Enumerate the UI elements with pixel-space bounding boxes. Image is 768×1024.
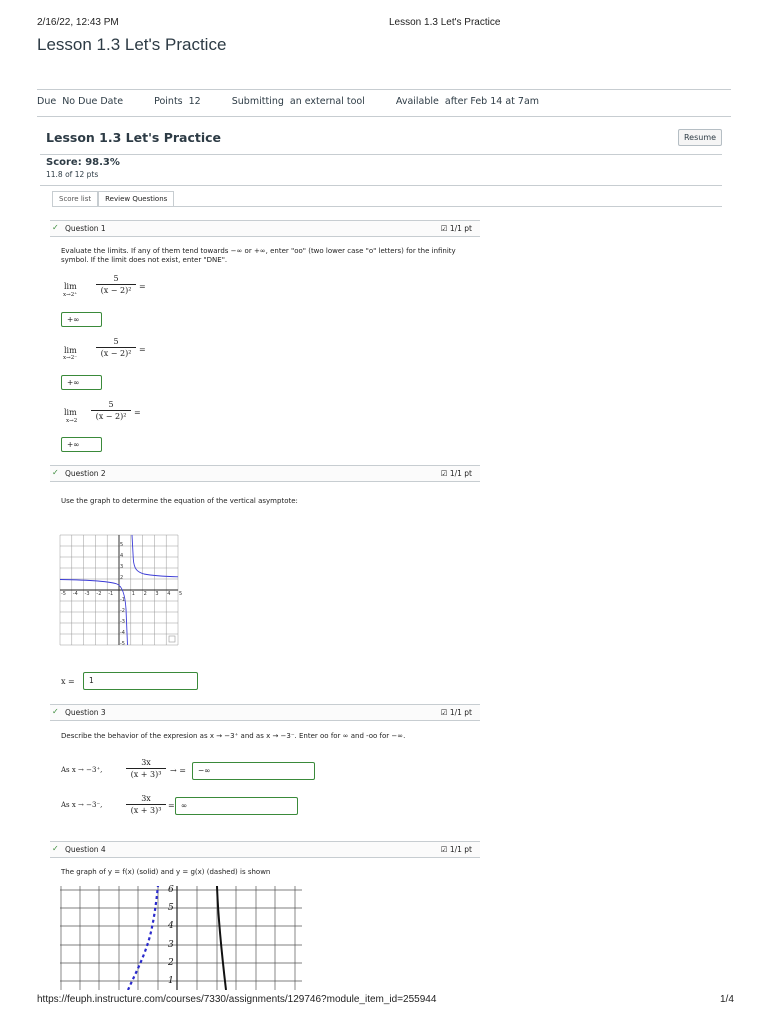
y-tick-label: -1 bbox=[120, 597, 125, 603]
page-title: Lesson 1.3 Let's Practice bbox=[37, 35, 227, 54]
y-tick-label: -5 bbox=[120, 641, 125, 647]
fraction: 5 (x − 2)² bbox=[91, 400, 131, 421]
y-tick-label: 2 bbox=[168, 958, 174, 968]
divider bbox=[37, 89, 731, 90]
tab-score-list[interactable]: Score list bbox=[52, 191, 98, 207]
due-value: No Due Date bbox=[62, 96, 124, 107]
y-tick-label: -3 bbox=[120, 619, 125, 625]
question-2-header bbox=[50, 465, 480, 482]
x-tick-label: -1 bbox=[108, 591, 114, 597]
y-tick-label: 3 bbox=[120, 564, 124, 570]
answer-field[interactable]: ∞ bbox=[175, 797, 298, 815]
checkbox-icon: ☑ bbox=[440, 708, 450, 717]
y-tick-label: 4 bbox=[168, 921, 174, 931]
quiz-title: Lesson 1.3 Let's Practice bbox=[46, 130, 222, 145]
y-tick-label: 2 bbox=[120, 575, 124, 581]
answer-field[interactable]: +∞ bbox=[61, 375, 102, 390]
print-page-number: 1/4 bbox=[720, 994, 734, 1005]
submitting-label: Submitting bbox=[231, 96, 284, 107]
equals-sign: = bbox=[134, 408, 141, 417]
checkbox-icon: ☑ bbox=[440, 224, 450, 233]
question-label: Question 4 bbox=[65, 845, 106, 854]
question-3-header bbox=[50, 704, 480, 721]
x-tick-label: 3 bbox=[155, 591, 159, 597]
x-tick-label: 4 bbox=[167, 591, 171, 597]
print-footer-url: https://feuph.instructure.com/courses/7330/assignments/129746?module_item_id=255944 bbox=[37, 994, 437, 1005]
question-points: ☑ 1/1 pt bbox=[440, 469, 472, 478]
part-prefix: As x → −3⁺, bbox=[61, 766, 103, 774]
divider bbox=[40, 154, 722, 155]
question-points: ☑ 1/1 pt bbox=[440, 224, 472, 233]
resume-button[interactable]: Resume bbox=[678, 129, 722, 146]
fraction: 3x (x + 3)³ bbox=[126, 758, 166, 779]
check-icon: ✓ bbox=[52, 223, 59, 232]
question-label: Question 2 bbox=[65, 469, 106, 478]
lim-symbol: lim bbox=[64, 282, 77, 291]
x-tick-label: -2 bbox=[96, 591, 102, 597]
x-tick-label: -3 bbox=[84, 591, 90, 597]
assignment-details bbox=[37, 96, 545, 107]
check-icon: ✓ bbox=[52, 844, 59, 853]
lim-subscript: x→2⁻ bbox=[63, 355, 78, 361]
lim-symbol: lim bbox=[64, 346, 77, 355]
lim-subscript: x→2 bbox=[66, 418, 78, 424]
print-datetime: 2/16/22, 12:43 PM bbox=[37, 17, 119, 28]
vertical-asymptote-answer-field[interactable]: 1 bbox=[83, 672, 198, 690]
y-tick-label: 5 bbox=[168, 903, 174, 913]
lim-symbol: lim bbox=[64, 408, 77, 417]
x-tick-label: -5 bbox=[61, 591, 66, 597]
divider bbox=[52, 206, 722, 207]
check-icon: ✓ bbox=[52, 707, 59, 716]
available-value: after Feb 14 at 7am bbox=[444, 96, 540, 107]
print-doc-title: Lesson 1.3 Let's Practice bbox=[389, 17, 501, 28]
fraction: 3x (x + 3)³ bbox=[126, 794, 166, 815]
y-tick-label: 1 bbox=[168, 976, 174, 986]
equals-sign: = bbox=[139, 282, 146, 291]
question-label: Question 3 bbox=[65, 708, 106, 717]
submitting-value: an external tool bbox=[289, 96, 365, 107]
divider bbox=[40, 185, 722, 186]
answer-field[interactable]: +∞ bbox=[61, 312, 102, 327]
tab-bar bbox=[52, 191, 174, 207]
y-tick-label: -4 bbox=[120, 630, 125, 636]
question-points: ☑ 1/1 pt bbox=[440, 845, 472, 854]
fraction: 5 (x − 2)² bbox=[96, 274, 136, 295]
answer-prefix: x = bbox=[61, 677, 75, 686]
due-label: Due bbox=[37, 96, 57, 107]
y-tick-label: 5 bbox=[120, 542, 124, 548]
question-3-text: Describe the behavior of the expresion as x → −3⁺ and as x → −3⁻. Enter oo for ∞ and -oo for −∞. bbox=[61, 732, 406, 740]
question-points: ☑ 1/1 pt bbox=[440, 708, 472, 717]
y-tick-label: 4 bbox=[120, 553, 124, 559]
points-label: Points bbox=[154, 96, 183, 107]
x-tick-label: 5 bbox=[179, 591, 183, 597]
question-1-text: Evaluate the limits. If any of them tend towards −∞ or +∞, enter "oo" (two lower case "o" letters) for the infinity symbol. If the limit does not exist, enter "DNE". bbox=[61, 247, 456, 264]
question-4-text: The graph of y = f(x) (solid) and y = g(x) (dashed) is shown bbox=[61, 868, 271, 876]
equals-sign: = bbox=[168, 801, 175, 810]
y-tick-label: 6 bbox=[168, 885, 174, 895]
divider bbox=[37, 116, 731, 117]
arrow-equals: → = bbox=[170, 766, 186, 775]
tab-review-questions[interactable]: Review Questions bbox=[98, 191, 174, 207]
lim-subscript: x→2⁺ bbox=[63, 292, 78, 298]
answer-field[interactable]: +∞ bbox=[61, 437, 102, 452]
x-tick-label: -4 bbox=[72, 591, 78, 597]
y-tick-label: 3 bbox=[168, 940, 174, 950]
checkbox-icon: ☑ bbox=[440, 469, 450, 478]
x-tick-label: 2 bbox=[143, 591, 147, 597]
answer-field[interactable]: −∞ bbox=[192, 762, 315, 780]
graph-tick-labels bbox=[59, 534, 181, 646]
question-1-header bbox=[50, 220, 480, 237]
graph-tick-labels bbox=[60, 886, 302, 990]
fraction: 5 (x − 2)² bbox=[96, 337, 136, 358]
question-label: Question 1 bbox=[65, 224, 106, 233]
x-tick-label: 1 bbox=[131, 591, 135, 597]
part-prefix: As x → −3⁻, bbox=[61, 801, 103, 809]
check-icon: ✓ bbox=[52, 468, 59, 477]
score: Score: 98.3% bbox=[46, 157, 120, 168]
question-2-text: Use the graph to determine the equation of the vertical asymptote: bbox=[61, 497, 298, 505]
available-label: Available bbox=[395, 96, 439, 107]
equals-sign: = bbox=[139, 345, 146, 354]
points-value: 12 bbox=[188, 96, 201, 107]
question-4-header bbox=[50, 841, 480, 858]
score-detail: 11.8 of 12 pts bbox=[46, 170, 99, 179]
checkbox-icon: ☑ bbox=[440, 845, 450, 854]
y-tick-label: -2 bbox=[120, 608, 125, 614]
